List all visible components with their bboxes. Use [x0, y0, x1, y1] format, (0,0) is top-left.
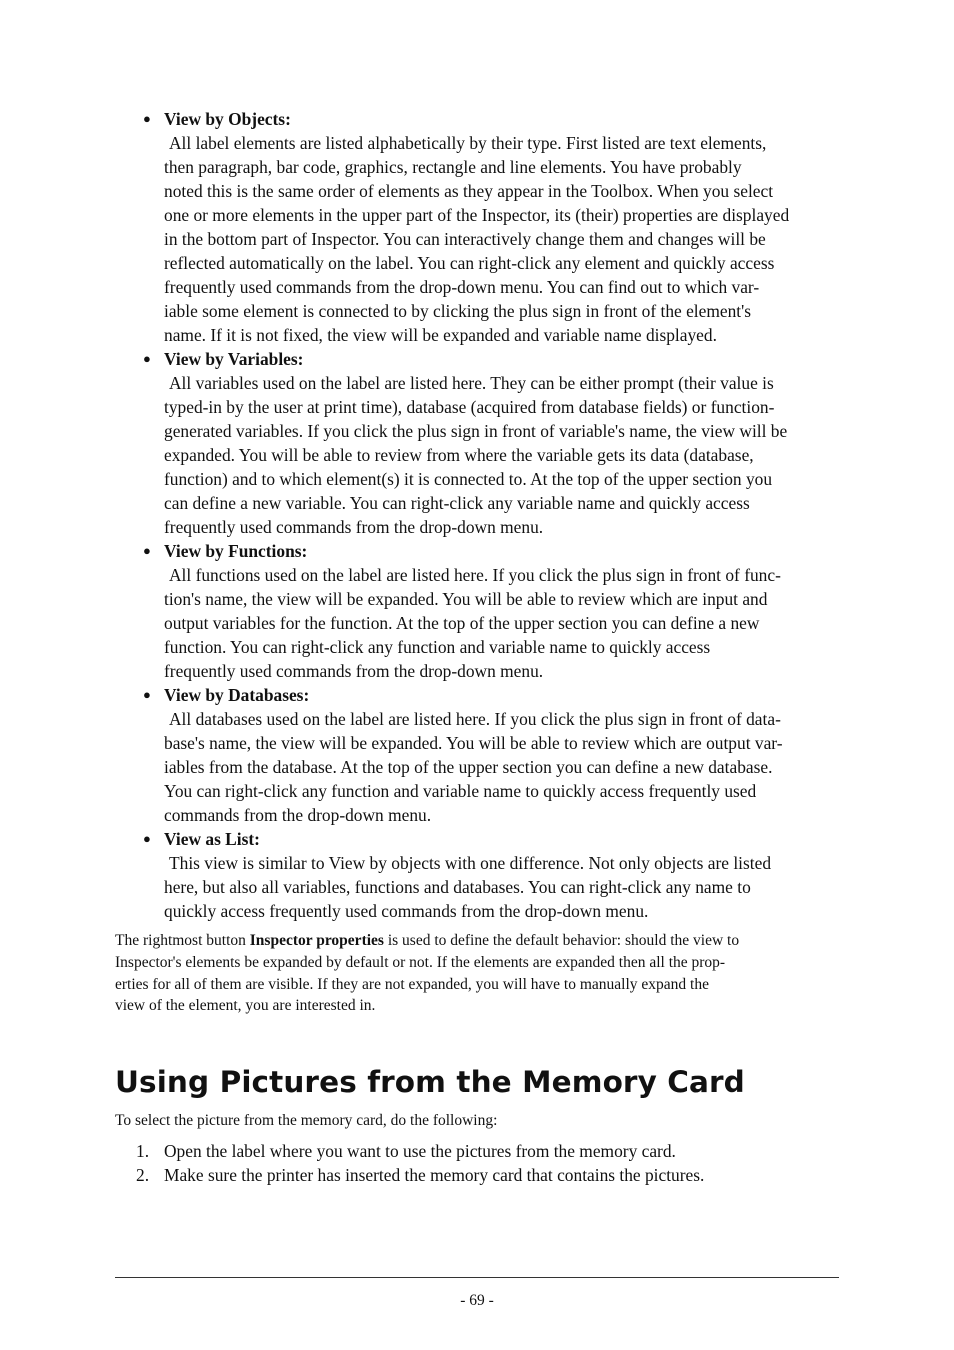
- inspector-properties-term: Inspector properties: [249, 932, 384, 949]
- view-item-description: All label elements are listed alphabetically by their type. First listed are text elements, then paragraph, bar code, graphics, rectangle and line elements. You have probably noted this is the same order of elements as they appear in the Toolbox. When you select one or more elements in the upper part of the Inspector, its (their) properties are displayed in the bottom part of Inspector. You can interactively change them and changes will be reflected automatically on the label. You can right-click any element and quickly access frequently used commands from the drop-down menu. You can find out to which var- iable some element is connected to by clicking the plus sign in front of the element's name. If it is not fixed, the view will be expanded and variable name displayed.: [164, 133, 790, 345]
- bullet-icon: ●: [143, 111, 151, 126]
- bullet-icon: ●: [143, 543, 151, 558]
- view-item-databases: [0, 683, 844, 827]
- step-text: Open the label where you want to use the pictures from the memory card.: [164, 1141, 676, 1161]
- footer-divider: [115, 1277, 839, 1278]
- view-item-description: All functions used on the label are listed here. If you click the plus sign in front of func- tion's name, the view will be expanded. You will be able to review which are input and output variables for the function. At the top of the upper section you can define a new function. You can right-click any function and variable name to quickly access frequently used commands from the drop-down menu.: [164, 565, 781, 681]
- bullet-icon: ●: [143, 831, 151, 846]
- inspector-view-list: [0, 107, 954, 923]
- view-item-title: View by Objects:: [164, 109, 291, 129]
- view-item-objects: [0, 107, 844, 347]
- inspector-properties-paragraph: The rightmost button Inspector properties is used to define the default behavior: should the view to Inspector's elements be expanded by default or not. If the elements are expanded then all the prop- erties for all of them are visible. If they are not expanded, you will have to manually expand the view of the element, you are interested in.: [115, 932, 740, 1015]
- view-item-title: View by Variables:: [164, 349, 304, 369]
- view-item-title: View by Functions:: [164, 541, 308, 561]
- bullet-icon: ●: [143, 687, 151, 702]
- view-item-functions: [0, 539, 844, 683]
- view-item-description: All variables used on the label are listed here. They can be either prompt (their value is typed-in by the user at print time), database (acquired from database fields) or function- generated variables. If you click the plus sign in front of variable's name, the view will be expanded. You will be able to review from where the variable gets its data (database, function) and to which element(s) it is connected to. At the top of the upper section you can define a new variable. You can right-click any variable name and quickly access frequently used commands from the drop-down menu.: [164, 373, 788, 537]
- view-item-title: View as List:: [164, 829, 260, 849]
- page-number: - 69 -: [460, 1292, 494, 1309]
- view-item-description: All databases used on the label are listed here. If you click the plus sign in front of data- base's name, the view will be expanded. You will be able to review which are output var- iables from the database. At the top of the upper section you can define a new database. You can right-click any function and variable name to quickly access frequently used commands from the drop-down menu.: [164, 709, 783, 825]
- step-item: [0, 1164, 704, 1188]
- section-heading: Using Pictures from the Memory Card: [115, 1065, 745, 1099]
- bullet-icon: ●: [143, 351, 151, 366]
- steps-list: [0, 1140, 704, 1187]
- step-number: 1.: [136, 1141, 150, 1161]
- view-item-title: View by Databases:: [164, 685, 310, 705]
- step-item: [0, 1140, 704, 1164]
- view-item-variables: [0, 347, 844, 539]
- step-number: 2.: [136, 1164, 150, 1185]
- intro-text: To select the picture from the memory card, do the following:: [115, 1112, 498, 1129]
- view-item-list: [0, 827, 844, 923]
- view-item-description: This view is similar to View by objects with one difference. Not only objects are listed here, but also all variables, functions and databases. You can right-click any name to quickly access frequently used commands from the drop-down menu.: [164, 853, 772, 921]
- step-text: Make sure the printer has inserted the memory card that contains the pictures.: [164, 1164, 705, 1185]
